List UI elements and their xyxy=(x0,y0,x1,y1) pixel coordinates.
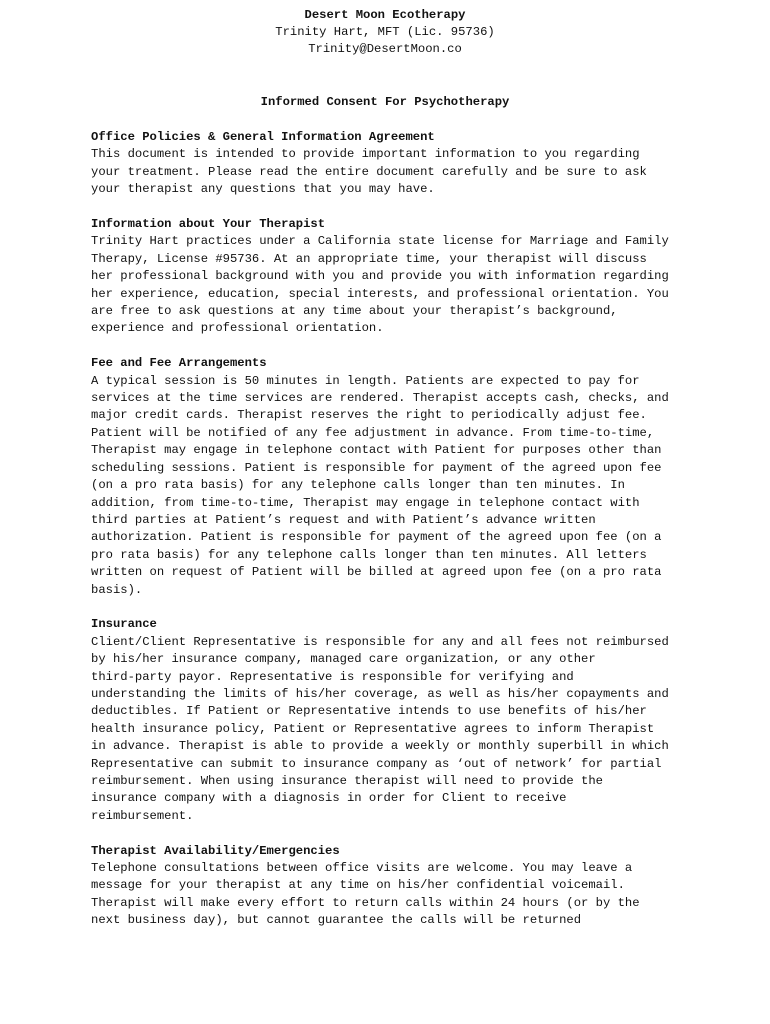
document-body xyxy=(91,129,691,947)
section-fees xyxy=(91,355,691,599)
section-heading: Office Policies & General Information Agreement xyxy=(91,130,435,144)
section-body: Trinity Hart practices under a California state license for Marriage and Family Therapy, License #95736. At an appropriate time, your therapist will discuss her professional background with you and provide you with information regarding her experience, education, special interests, and professional orientation. You are free to ask questions at any time about your therapist’s background, experience and professional orientation. xyxy=(91,234,669,336)
section-heading: Fee and Fee Arrangements xyxy=(91,356,267,371)
section-insurance xyxy=(91,616,691,825)
section-availability xyxy=(91,843,691,930)
section-heading: Information about Your Therapist xyxy=(91,217,326,232)
section-body: Telephone consultations between office visits are welcome. You may leave a message for your therapist at any time on his/her confidential voicemail. Therapist will make every effort to return calls within 24 hours (or by the next business day), but cannot guarantee the calls will be returned xyxy=(91,861,640,928)
section-body: This document is intended to provide important information to you regarding your treatment. Please read the entire document carefully and be sure to ask your therapist any questions that you may have. xyxy=(91,147,647,197)
section-heading: Therapist Availability/Emergencies xyxy=(91,843,340,858)
section-office-policies xyxy=(91,129,691,199)
section-body: Client/Client Representative is responsible for any and all fees not reimbursed by his/her insurance company, managed care organization, or any other third-party payor. Representative is responsible for verifying and understanding the limits of his/her coverage, as well as his/her copayments and deductibles. If Patient or Representative intends to use benefits of his/her health insurance policy, Patient or Representative agrees to inform Therapist in advance. Therapist is able to provide a weekly or monthly superbill in which Representative can submit to insurance company as ‘out of network’ for partial reimbursement. When using insurance therapist will need to provide the insurance company with a diagnosis in order for Client to receive reimbursement. xyxy=(91,634,669,823)
contact-email: Trinity@DesertMoon.co xyxy=(308,42,462,56)
section-body: A typical session is 50 minutes in length. Patients are expected to pay for services at the time services are rendered. Therapist accepts cash, checks, and major credit cards. Therapist reserves the right to periodically adjust fee. Patient will be notified of any fee adjustment in advance. From time-to-time, Therapist may engage in telephone contact with Patient for purposes other than scheduling sessions. Patient is responsible for payment of the agreed upon fee (on a pro rata basis) for any telephone calls longer than ten minutes. In addition, from time-to-time, Therapist may engage in telephone contact with third parties at Patient’s request and with Patient’s advance written authorization. Patient is responsible for payment of the agreed upon fee (on a pro rata basis) for any telephone calls longer than ten minutes. All letters written on request of Patient will be billed at agreed upon fee (on a pro rata basis). xyxy=(91,373,669,597)
section-heading: Insurance xyxy=(91,617,157,632)
document-title: Informed Consent For Psychotherapy xyxy=(260,95,510,109)
practice-name: Desert Moon Ecotherapy xyxy=(304,8,466,22)
letterhead xyxy=(0,7,770,58)
section-therapist-info xyxy=(91,216,691,338)
therapist-credentials: Trinity Hart, MFT (Lic. 95736) xyxy=(275,25,495,39)
